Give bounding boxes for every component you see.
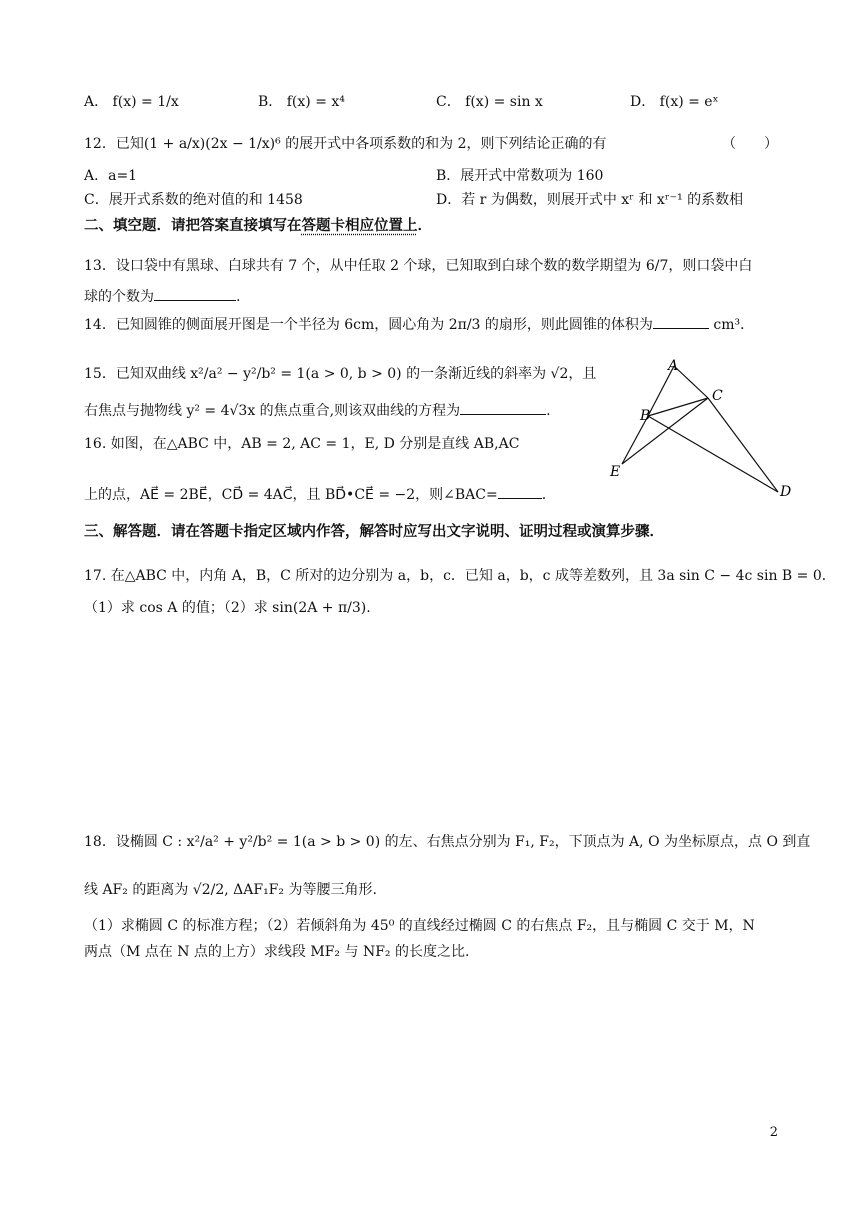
section3-heading: 三、解答题．请在答题卡指定区域内作答，解答时应写出文字说明、证明过程或演算步骤． [84, 524, 664, 540]
label-b: B [640, 408, 651, 424]
section2-heading [84, 216, 432, 236]
q14-text: 14．已知圆锥的侧面展开图是一个半径为 6cm，圆心角为 2π/3 的扇形，则此圆锥的体积为 [84, 317, 653, 333]
q12-option-d: D．若 r 为偶数，则展开式中 xʳ 和 xʳ⁻¹ 的系数相 [436, 192, 744, 208]
q18-line3: （1）求椭圆 C 的标准方程；（2）若倾斜角为 45⁰ 的直线经过椭圆 C 的右焦点 F₂，且与椭圆 C 交于 M，N [84, 918, 755, 934]
q14-unit: cm³． [713, 317, 755, 333]
q18-line2: 线 AF₂ 的距离为 √2/2, ΔAF₁F₂ 为等腰三角形. [84, 882, 377, 898]
section2-heading-post: ． [417, 218, 432, 234]
q15-line2: 右焦点与抛物线 y² = 4√3x 的焦点重合,则该双曲线的方程为 . [84, 400, 551, 421]
q12-option-a: A．a=1 [84, 168, 138, 184]
q12-stem: 12．已知(1 + a/x)(2x − 1/x)⁶ 的展开式中各项系数的和为 2，则下列结论正确的有 [84, 136, 607, 152]
segment-bc [648, 398, 708, 416]
section2-heading-emphasis: 答题卡相应位置上 [301, 218, 418, 234]
q12-answer-paren: （ ） [722, 136, 778, 152]
q14-answer-blank [653, 314, 709, 329]
label-e: E [610, 464, 621, 480]
q17-line2: （1）求 cos A 的值；（2）求 sin(2A + π/3). [84, 600, 371, 616]
q13-line1: 13．设口袋中有黑球、白球共有 7 个，从中任取 2 个球，已知取到白球个数的数学期望为 6/7，则口袋中白 [84, 258, 753, 274]
triangle-figure [600, 352, 800, 502]
q14-line [84, 314, 754, 335]
q15-line1: 15．已知双曲线 x²/a² − y²/b² = 1(a > 0, b > 0) 的一条渐近线的斜率为 √2，且 [84, 366, 597, 382]
q11-option-c: C． f(x) = sin x [436, 94, 543, 110]
segment-bd [648, 416, 778, 492]
label-d: D [780, 484, 792, 500]
q15-line2-text: 右焦点与抛物线 y² = 4√3x 的焦点重合,则该双曲线的方程为 [84, 403, 461, 419]
label-a: A [668, 358, 679, 374]
q13-line2-text: 球的个数为 [84, 289, 154, 305]
q18-line4: 两点（M 点在 N 点的上方）求线段 MF₂ 与 NF₂ 的长度之比. [84, 944, 470, 960]
q11-option-b: B． f(x) = x⁴ [258, 94, 345, 110]
q12-option-c: C．展开式系数的绝对值的和 1458 [84, 192, 303, 208]
q11-option-a: A． f(x) = 1/x [84, 94, 179, 110]
q16-answer-blank [498, 484, 542, 499]
label-c: C [712, 388, 723, 404]
q16-line2-text: 上的点，AE⃗ = 2BE⃗，CD⃗ = 4AC⃗，且 BD⃗•CE⃗ = −2，则∠BAC= [84, 487, 498, 503]
q13-answer-blank [154, 286, 236, 301]
q16-line2: 上的点，AE⃗ = 2BE⃗，CD⃗ = 4AC⃗，且 BD⃗•CE⃗ = −2，则∠BAC= . [84, 484, 546, 505]
q18-line1: 18．设椭圆 C : x²/a² + y²/b² = 1(a > b > 0) 的左、右焦点分别为 F₁, F₂，下顶点为 A, O 为坐标原点，点 O 到直 [84, 834, 811, 850]
segment-ce [622, 398, 708, 464]
q15-answer-blank [460, 400, 546, 415]
q13-line2: 球的个数为 . [84, 286, 240, 307]
page-number: 2 [769, 1125, 778, 1140]
segment-ac [674, 366, 708, 398]
q17-line1: 17. 在△ABC 中，内角 A，B，C 所对的边分别为 a，b，c．已知 a，b，c 成等差数列，且 3a sin C − 4c sin B = 0． [84, 568, 836, 584]
q11-option-d: D． f(x) = eˣ [630, 94, 719, 110]
segment-cd [708, 398, 778, 492]
section2-heading-pre: 二、填空题．请把答案直接填写在 [84, 218, 302, 234]
q12-option-b: B．展开式中常数项为 160 [436, 168, 604, 184]
q16-line1: 16. 如图，在△ABC 中，AB = 2, AC = 1，E, D 分别是直线 AB,AC [84, 436, 520, 452]
